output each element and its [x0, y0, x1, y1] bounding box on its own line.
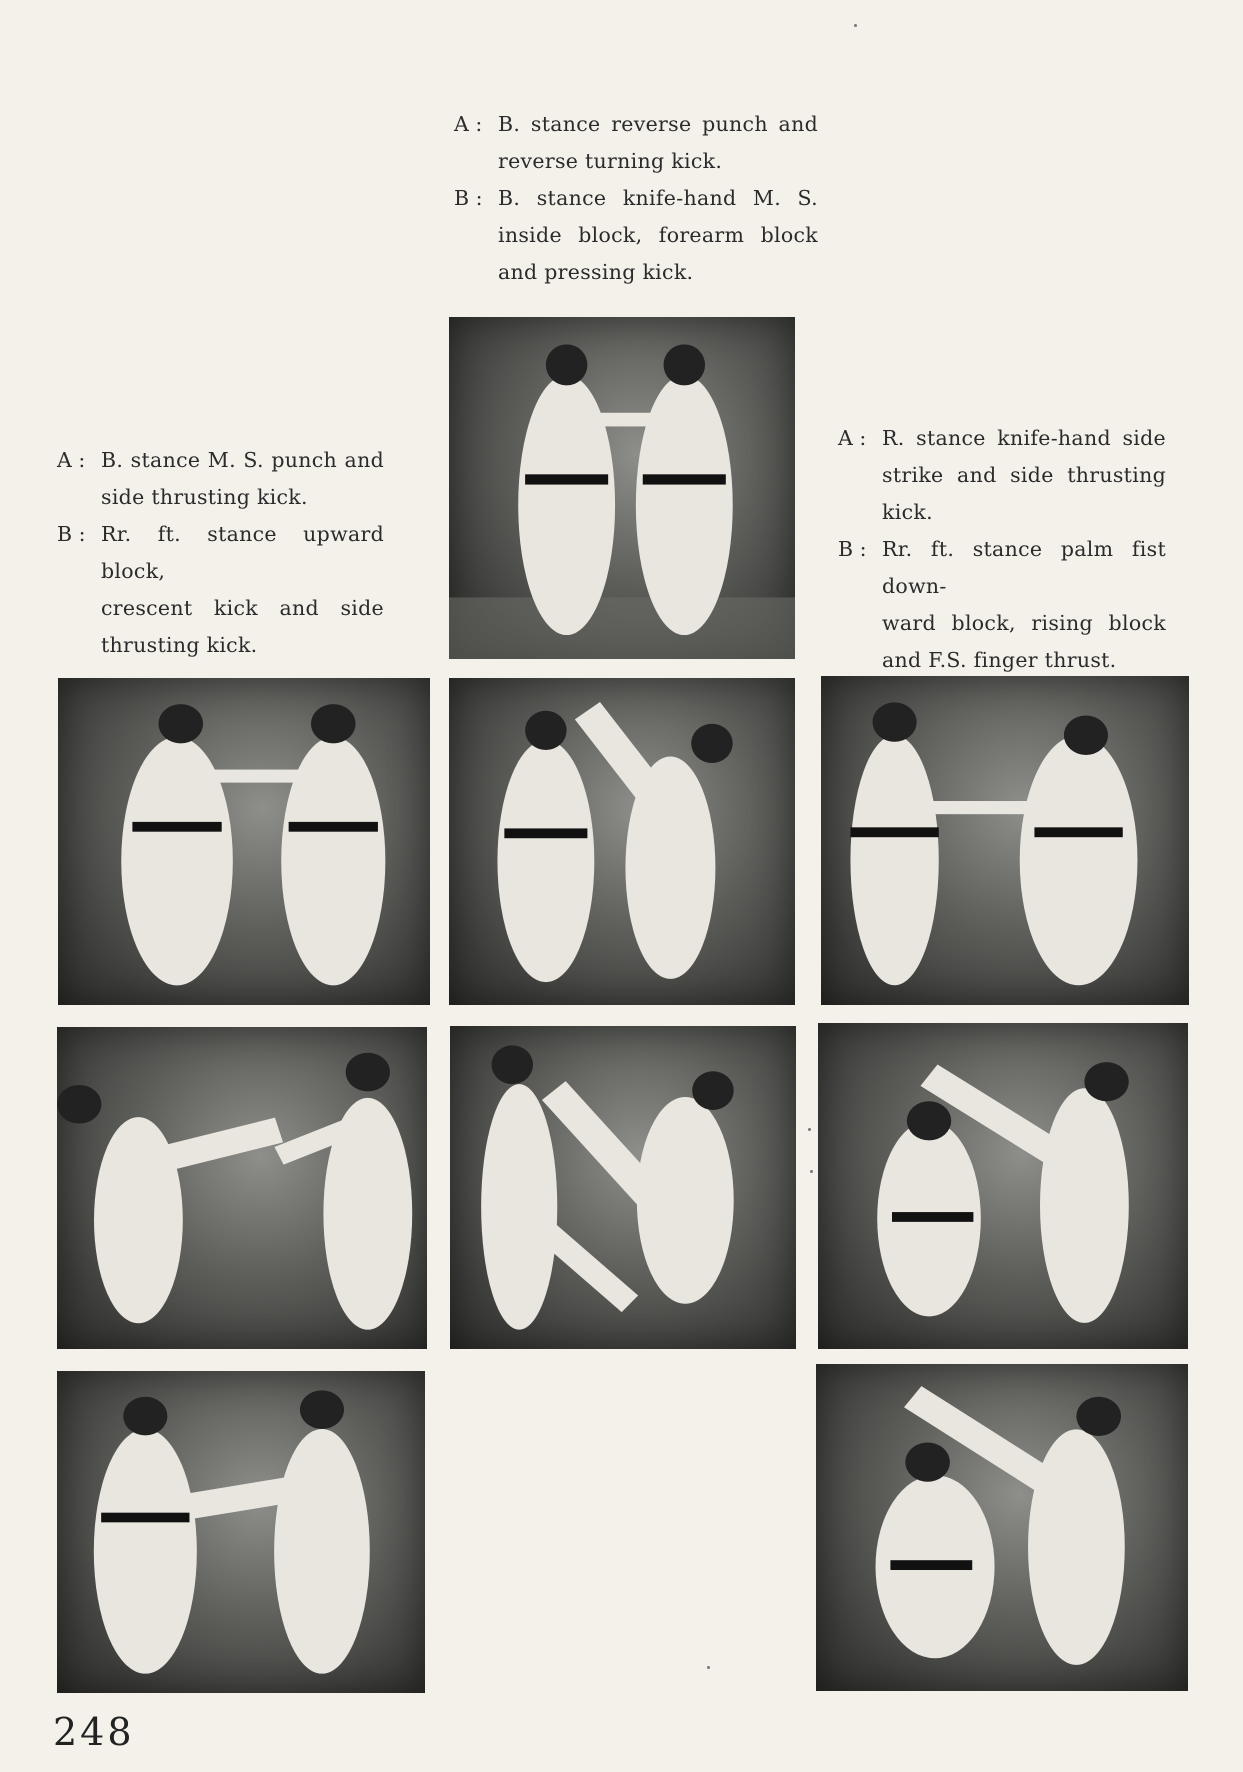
paper-speck [854, 24, 857, 27]
caption-line: crescent kick and side [101, 596, 384, 620]
caption-line: kick. [882, 500, 933, 524]
photo-row2-right [818, 1023, 1188, 1349]
caption-line: A : R. stance knife-hand side [838, 426, 1166, 450]
caption-line: ward block, rising block [882, 611, 1166, 635]
fighters-figure [821, 676, 1189, 1005]
caption-line: strike and side thrusting [882, 463, 1166, 487]
caption-top [454, 106, 818, 291]
fighters-figure [816, 1364, 1188, 1691]
caption-line: A : B. stance M. S. punch and [57, 448, 384, 472]
photo-row1-left [58, 678, 430, 1005]
paper-speck [707, 1666, 710, 1669]
photo-row1-right [821, 676, 1189, 1005]
caption-line: inside block, forearm block [498, 223, 818, 247]
photo-row2-left [57, 1027, 427, 1349]
caption-right [838, 420, 1166, 679]
photo-top [449, 317, 795, 659]
fighters-figure [57, 1371, 425, 1693]
caption-line: A : B. stance reverse punch and [454, 112, 818, 136]
fighters-figure [450, 1026, 796, 1349]
fighters-figure [58, 678, 430, 1005]
caption-line: B : Rr. ft. stance palm fist down- [838, 537, 1166, 598]
caption-line: reverse turning kick. [498, 149, 723, 173]
photo-row1-center [449, 678, 795, 1005]
caption-line: B : Rr. ft. stance upward block, [57, 522, 384, 583]
fighters-figure [449, 678, 795, 1005]
caption-line: side thrusting kick. [101, 485, 308, 509]
caption-line: and pressing kick. [498, 260, 694, 284]
caption-line: B : B. stance knife-hand M. S. [454, 186, 818, 210]
paper-speck [808, 1128, 811, 1131]
photo-row3-left [57, 1371, 425, 1693]
caption-line: thrusting kick. [101, 633, 258, 657]
fighters-figure [449, 317, 795, 659]
fighters-figure [818, 1023, 1188, 1349]
photo-row2-center [450, 1026, 796, 1349]
fighters-figure [57, 1027, 427, 1349]
caption-line: and F.S. finger thrust. [882, 648, 1117, 672]
paper-speck [810, 1170, 813, 1173]
caption-left [57, 442, 384, 664]
photo-row3-right [816, 1364, 1188, 1691]
page-number: 248 [53, 1710, 135, 1754]
